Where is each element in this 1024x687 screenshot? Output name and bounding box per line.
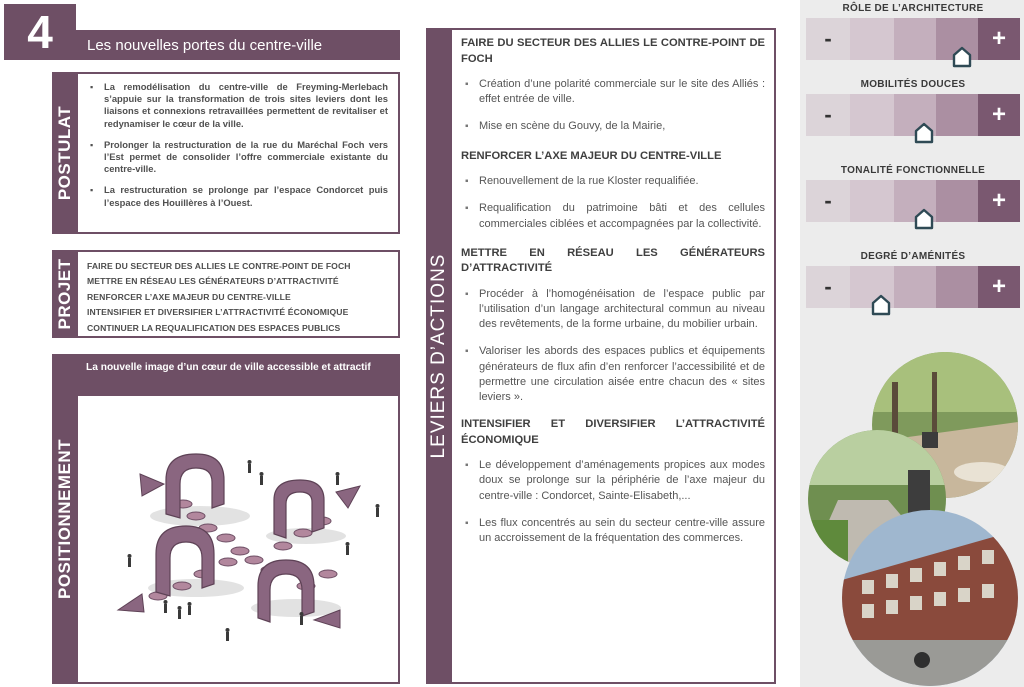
- leviers-section: [461, 36, 765, 135]
- postulat-label-block: [52, 72, 78, 234]
- gauge-minus: -: [806, 94, 850, 136]
- leviers-heading: INTENSIFIER ET DIVERSIFIER L’ATTRACTIVITÉ ÉCONOMIQUE: [461, 418, 765, 446]
- leviers-heading: METTRE EN RÉSEAU LES GÉNÉRATEURS D’ATTRACTIVITÉ: [461, 246, 765, 275]
- leviers-heading: FAIRE DU SECTEUR DES ALLIES LE CONTRE-POINT DE FOCH: [461, 37, 765, 65]
- leviers-item: ▪ Le développement d’aménagements propices aux modes doux se prolonge sur la périphérie de l’axe majeur du centre-ville : Condorcet, Sainte-Elisabeth,...: [461, 458, 765, 504]
- positionnement-panel: [76, 396, 400, 684]
- gauge-plus: +: [978, 94, 1020, 136]
- projet-item: CONTINUER LA REQUALIFICATION DES ESPACES PUBLICS: [87, 322, 341, 333]
- leviers-item: ▪ Valoriser les abords des espaces publics et équipements générateurs de flux afin d’en renforcer l’accessibilité et de permettre une circulation aisée entre chacun des « sites leviers ».: [461, 344, 765, 405]
- house-marker-icon: [914, 208, 934, 230]
- projet-panel: [76, 250, 400, 338]
- section-number: 4: [4, 4, 76, 60]
- gauge-title: TONALITÉ FONCTIONNELLE: [840, 165, 986, 176]
- leviers-item: ▪ Renouvellement de la rue Kloster requalifiée.: [461, 174, 765, 189]
- positionnement-label: POSITIONNEMENT: [55, 438, 74, 600]
- leviers-item: ▪ Les flux concentrés au sein du secteur centre-ville assure un accroissement de la fréquentation des commerces.: [461, 516, 765, 546]
- projet-item: RENFORCER L’AXE MAJEUR DU CENTRE-VILLE: [87, 291, 291, 302]
- leviers-item: ▪ Mise en scène du Gouvy, de la Mairie,: [461, 119, 765, 134]
- house-marker-icon: [952, 46, 972, 68]
- postulat-label: POSTULAT: [55, 105, 74, 201]
- leviers-heading: RENFORCER L’AXE MAJEUR DU CENTRE-VILLE: [461, 149, 722, 162]
- postulat-panel: [76, 72, 400, 234]
- leviers-section: [461, 417, 765, 546]
- house-marker-icon: [914, 122, 934, 144]
- leviers-panel: [450, 28, 776, 684]
- gauge-plus: +: [978, 180, 1020, 222]
- leviers-label: LEVIERS D’ACTIONS: [428, 253, 449, 459]
- projet-label-block: [52, 250, 78, 338]
- gauge-title: RÔLE DE L’ARCHITECTURE: [842, 3, 984, 14]
- gauge-title: MOBILITÉS DOUCES: [860, 79, 966, 90]
- projet-item: INTENSIFIER ET DIVERSIFIER L’ATTRACTIVITÉ ÉCONOMIQUE: [87, 307, 349, 318]
- street-photo-3: [842, 510, 1018, 686]
- leviers-section: [461, 149, 765, 232]
- projet-item: FAIRE DU SECTEUR DES ALLIES LE CONTRE-POINT DE FOCH: [87, 261, 351, 271]
- gauge-minus: -: [806, 266, 850, 308]
- page-title: Les nouvelles portes du centre-ville: [76, 30, 400, 60]
- leviers-label-block: [426, 28, 452, 684]
- gauge-plus: +: [978, 18, 1020, 60]
- positionnement-label-block: [52, 354, 78, 684]
- leviers-item: ▪ Procéder à l’homogénéisation de l’espace public par l’utilisation d’un langage architectural commun au niveau des revêtements, de la forme urbaine, du mobilier urbain.: [461, 287, 765, 333]
- gauge-plus: +: [978, 266, 1020, 308]
- gauge-architecture: [806, 18, 1020, 60]
- gauge-minus: -: [806, 18, 850, 60]
- gateways-illustration: [78, 396, 398, 682]
- gauge-amenites: [806, 266, 1020, 308]
- leviers-item: ▪ Création d’une polarité commerciale sur le site des Alliés : effet entrée de ville.: [461, 77, 765, 107]
- postulat-item: ▪ La remodélisation du centre-ville de Freyming-Merlebach s’appuie sur la transformation de trois sites leviers dont les liaisons et connexions retravaillées permettent de revitaliser et redynamiser le cœur de la ville.: [88, 81, 388, 130]
- postulat-item: ▪ Prolonger la restructuration de la rue du Maréchal Foch vers l’Est permet de consolider l’offre commerciale existante du centre-ville.: [88, 139, 388, 176]
- projet-item: METTRE EN RÉSEAU LES GÉNÉRATEURS D’ATTRACTIVITÉ: [87, 276, 339, 287]
- postulat-item: ▪ La restructuration se prolonge par l’espace Condorcet puis l’espace des Houillères à l’Ouest.: [88, 184, 388, 208]
- house-marker-icon: [871, 294, 891, 316]
- leviers-section: [461, 246, 765, 405]
- leviers-item: ▪ Requalification du patrimoine bâti et des cellules commerciales ciblées et accompagnées par la collectivité.: [461, 201, 765, 231]
- gauge-title: DEGRÉ D’AMÉNITÉS: [860, 251, 966, 262]
- positionnement-caption: La nouvelle image d’un cœur de ville accessible et attractif: [76, 354, 400, 396]
- gauge-minus: -: [806, 180, 850, 222]
- projet-label: PROJET: [55, 258, 74, 330]
